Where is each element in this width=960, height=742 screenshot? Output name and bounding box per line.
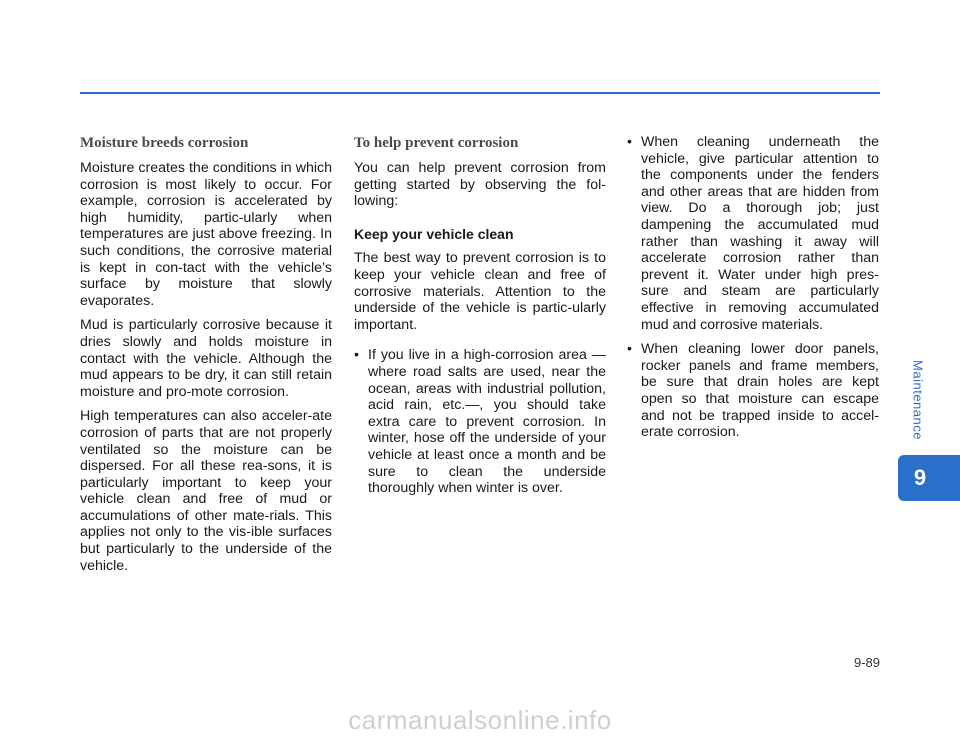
paragraph: Mud is particularly corrosive because it dries slowly and holds moisture in contact with the vehicle. Although the mud appears to be dry, it can still retain moisture and pro-mote corrosion. <box>80 317 332 400</box>
column-cleaning-tips <box>627 134 879 449</box>
page-number: 9-89 <box>853 655 880 670</box>
list-item <box>354 347 606 496</box>
bullet-icon: • <box>354 347 359 364</box>
chapter-side-label <box>896 345 940 455</box>
subheading-keep-clean: Keep your vehicle clean <box>354 225 514 242</box>
chapter-tab <box>898 455 960 501</box>
section-heading-prevent: To help prevent corrosion <box>354 135 519 151</box>
header-rule <box>80 92 880 94</box>
column-prevent-corrosion <box>354 134 606 505</box>
section-heading-moisture: Moisture breeds corrosion <box>80 135 249 151</box>
paragraph-intro: You can help prevent corrosion from getting started by observing the fol-lowing: <box>354 160 606 210</box>
chapter-number: 9 <box>913 465 927 490</box>
paragraph: The best way to prevent corrosion is to keep your vehicle clean and free of corrosive materials. Attention to the underside of the vehicle is partic-ularly important. <box>354 250 606 333</box>
paragraph: High temperatures can also acceler-ate corrosion of parts that are not properly ventilated so the moisture can be dispersed. For all these rea-sons, it is particularly important to keep your vehicle clean and free of mud or accumulations of other mate-rials. This applies not only to the vis-ible surfaces but particularly to the underside of the vehicle. <box>80 408 332 574</box>
list-item <box>627 341 879 441</box>
list-item-text: When cleaning underneath the vehicle, give particular attention to the components under the fenders and other areas that are hidden from view. Do a thorough job; just dampening the accumulated mud rather than washing it away will accelerate corrosion rather than prevent it. Water under high pres-sure and steam are particularly effective in removing accumulated mud and corrosive materials. <box>641 134 879 333</box>
chapter-title: Maintenance <box>910 360 926 440</box>
column-moisture <box>80 134 332 582</box>
bullet-icon: • <box>627 341 632 358</box>
bullet-list <box>354 347 606 496</box>
bullet-icon: • <box>627 134 632 150</box>
watermark: carmanualsonline.info <box>348 705 612 735</box>
list-item-text: If you live in a high-corrosion area — where road salts are used, near the ocean, areas with industrial pollution, acid rain, etc.—, you should take extra care to prevent corrosion. In winter, hose off the underside of your vehicle at least once a month and be sure to clean the underside thoroughly when winter is over. <box>368 347 606 497</box>
list-item <box>627 134 879 333</box>
paragraph: Moisture creates the conditions in which corrosion is most likely to occur. For example, corrosion is accelerated by high humidity, partic-ularly when temperatures are just above freezing. In such conditions, the corrosive material is kept in con-tact with the vehicle’s surface by moisture that slowly evaporates. <box>80 160 332 309</box>
bullet-list <box>627 134 879 441</box>
list-item-text: When cleaning lower door panels, rocker panels and frame members, be sure that drain holes are kept open so that moisture can escape and not be trapped inside to accel-erate corrosion. <box>641 341 879 441</box>
